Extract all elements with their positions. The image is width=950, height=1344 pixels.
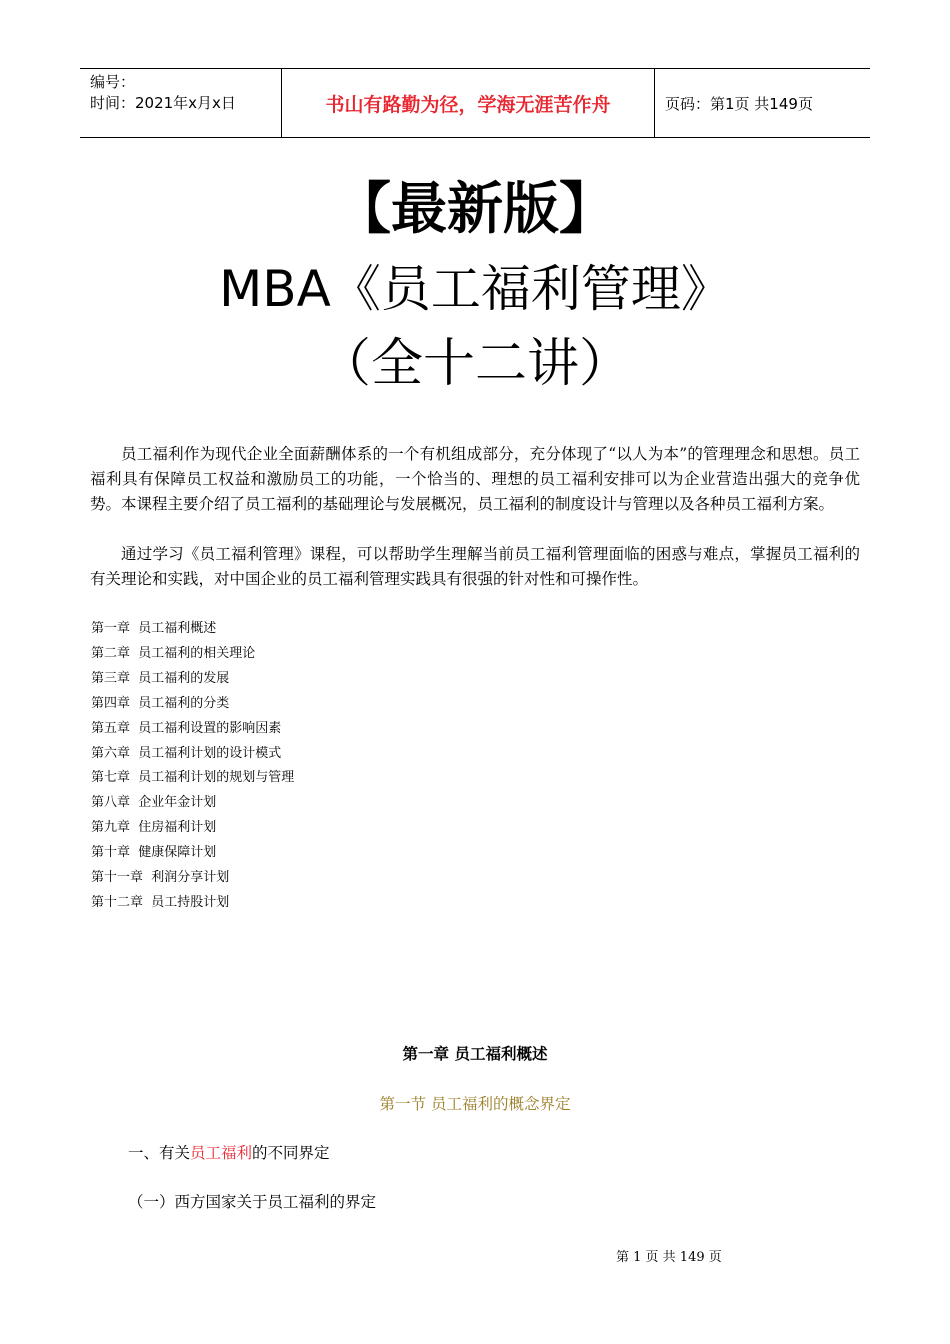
intro-paragraph-2: 通过学习《员工福利管理》课程，可以帮助学生理解当前员工福利管理面临的困惑与难点，掌握员工福利的有关理论和实践，对中国企业的员工福利管理实践具有很强的针对性和可操作性。	[90, 545, 860, 588]
subheading-1	[128, 1141, 330, 1163]
document-header	[80, 68, 870, 138]
number-label: 编号：	[90, 73, 136, 91]
toc-item[interactable]: 第六章 员工福利计划的设计模式	[91, 745, 282, 761]
subheading-2: （一）西方国家关于员工福利的界定	[128, 1193, 377, 1211]
subheading-1-suffix: 的不同界定	[252, 1144, 330, 1162]
title-line-3: （全十二讲）	[318, 334, 631, 394]
toc-item[interactable]: 第十章 健康保障计划	[91, 845, 217, 861]
intro-paragraph-1: 员工福利作为现代企业全面薪酬体系的一个有机组成部分，充分体现了“以人为本”的管理理念和思想。员工福利具有保障员工权益和激励员工的功能，一个恰当的、理想的员工福利安排可以为企业营造出强大的竞争优势。本课程主要介绍了员工福利的基础理论与发展概况，员工福利的制度设计与管理以及各种员工福利方案。	[90, 445, 860, 513]
header-meta	[80, 69, 281, 137]
toc-item[interactable]: 第七章 员工福利计划的规划与管理	[91, 770, 295, 786]
header-motto: 书山有路勤为径，学海无涯苦作舟	[281, 69, 655, 137]
toc-item[interactable]: 第十二章 员工持股计划	[91, 894, 230, 910]
subheading-1-highlight: 员工福利	[190, 1144, 253, 1162]
subheading-1-prefix: 一、有关	[128, 1144, 191, 1162]
toc-item[interactable]: 第四章 员工福利的分类	[91, 695, 230, 711]
toc-item[interactable]: 第九章 住房福利计划	[91, 820, 217, 836]
table-of-contents	[91, 617, 294, 916]
toc-item[interactable]: 第五章 员工福利设置的影响因素	[91, 720, 282, 736]
toc-item[interactable]: 第十一章 利润分享计划	[91, 870, 230, 886]
toc-item[interactable]: 第八章 企业年金计划	[91, 795, 217, 811]
chapter-heading: 第一章 员工福利概述	[402, 1044, 548, 1063]
toc-item[interactable]: 第三章 员工福利的发展	[91, 670, 230, 686]
toc-item[interactable]: 第二章 员工福利的相关理论	[91, 645, 256, 661]
section-heading: 第一节 员工福利的概念界定	[379, 1095, 571, 1113]
time-label: 时间：2021年x月x日	[90, 94, 236, 112]
toc-item[interactable]: 第一章 员工福利概述	[91, 621, 217, 636]
header-page-info: 页码：第1页 共149页	[665, 94, 813, 113]
title-line-1: 【最新版】	[335, 177, 615, 242]
page-footer: 第 1 页 共 149 页	[616, 1250, 722, 1265]
title-line-2: MBA《员工福利管理》	[219, 260, 731, 318]
